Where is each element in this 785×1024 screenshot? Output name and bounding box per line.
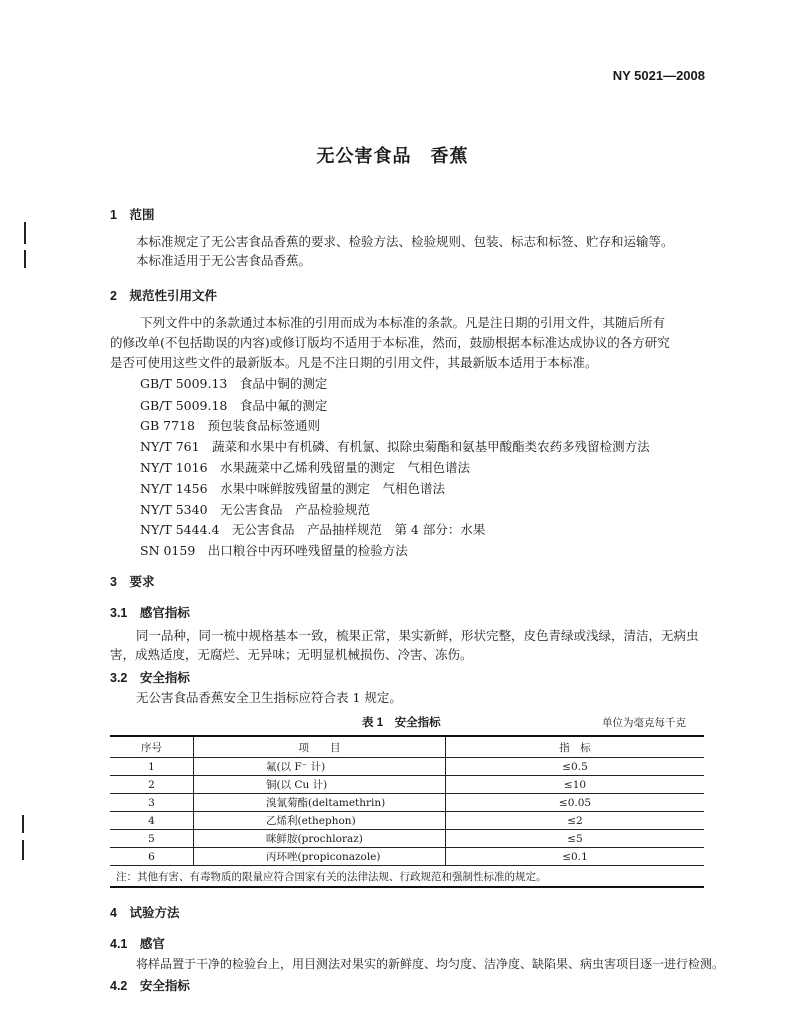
row-value: ≤2 bbox=[446, 812, 705, 830]
table-row bbox=[110, 794, 704, 812]
reference-item: NY/T 1016 水果蔬菜中乙烯利残留量的测定 气相色谱法 bbox=[140, 460, 471, 475]
section-4-1-heading: 4.1 感官 bbox=[110, 937, 165, 951]
row-no: 1 bbox=[110, 758, 194, 776]
section-4-2-heading: 4.2 安全指标 bbox=[110, 979, 190, 993]
reference-item: GB 7718 预包装食品标签通则 bbox=[140, 418, 320, 433]
section-3-heading: 3 要求 bbox=[110, 575, 155, 589]
table-row bbox=[110, 758, 704, 776]
reference-item: NY/T 761 蔬菜和水果中有机磷、有机氯、拟除虫菊酯和氨基甲酸酯类农药多残留检测方法 bbox=[140, 439, 650, 454]
section-1-paragraph-1: 本标准规定了无公害食品香蕉的要求、检验方法、检验规则、包装、标志和标签、贮存和运输等。 bbox=[136, 234, 674, 249]
header-no: 序号 bbox=[110, 736, 194, 758]
safety-indicator-table bbox=[110, 735, 704, 888]
row-item: 溴氰菊酯(deltamethrin) bbox=[194, 794, 446, 812]
table-note: 注：其他有害、有毒物质的限量应符合国家有关的法律法规、行政规范和强制性标准的规定。 bbox=[110, 866, 704, 888]
reference-item: GB/T 5009.13 食品中铜的测定 bbox=[140, 376, 328, 391]
row-no: 4 bbox=[110, 812, 194, 830]
section-3-2-text: 无公害食品香蕉安全卫生指标应符合表 1 规定。 bbox=[136, 690, 402, 705]
table-note-row bbox=[110, 866, 704, 888]
reference-item: GB/T 5009.18 食品中氟的测定 bbox=[140, 398, 328, 413]
reference-item: NY/T 5444.4 无公害食品 产品抽样规范 第 4 部分：水果 bbox=[140, 522, 486, 537]
section-1-paragraph-2: 本标准适用于无公害食品香蕉。 bbox=[136, 253, 312, 268]
section-4-1-text: 将样品置于干净的检验台上，用目测法对果实的新鲜度、均匀度、洁净度、缺陷果、病虫害项目逐一进行检测。 bbox=[136, 957, 725, 971]
scan-mark bbox=[24, 250, 26, 268]
table-row bbox=[110, 812, 704, 830]
row-item: 咪鲜胺(prochloraz) bbox=[194, 830, 446, 848]
header-indicator: 指 标 bbox=[446, 736, 705, 758]
section-2-intro-line-3: 是否可使用这些文件的最新版本。凡是不注日期的引用文件，其最新版本适用于本标准。 bbox=[110, 355, 598, 370]
scan-mark bbox=[22, 815, 24, 833]
section-3-2-heading: 3.2 安全指标 bbox=[110, 671, 190, 685]
row-value: ≤0.1 bbox=[446, 848, 705, 866]
table-caption: 表 1 安全指标 bbox=[362, 717, 441, 729]
reference-item: NY/T 5340 无公害食品 产品检验规范 bbox=[140, 502, 371, 517]
row-no: 3 bbox=[110, 794, 194, 812]
section-1-heading: 1 范围 bbox=[110, 208, 155, 222]
table-row bbox=[110, 776, 704, 794]
row-value: ≤0.05 bbox=[446, 794, 705, 812]
row-no: 5 bbox=[110, 830, 194, 848]
reference-item: SN 0159 出口粮谷中丙环唑残留量的检验方法 bbox=[140, 543, 408, 558]
document-title: 无公害食品 香蕉 bbox=[316, 146, 469, 167]
row-value: ≤5 bbox=[446, 830, 705, 848]
row-no: 6 bbox=[110, 848, 194, 866]
row-no: 2 bbox=[110, 776, 194, 794]
scan-mark bbox=[24, 222, 26, 244]
row-value: ≤0.5 bbox=[446, 758, 705, 776]
section-3-1-heading: 3.1 感官指标 bbox=[110, 606, 190, 620]
table-unit: 单位为毫克每千克 bbox=[602, 717, 686, 729]
table-row bbox=[110, 830, 704, 848]
table-row bbox=[110, 848, 704, 866]
section-4-heading: 4 试验方法 bbox=[110, 906, 180, 920]
row-item: 铜(以 Cu 计) bbox=[194, 776, 446, 794]
reference-item: NY/T 1456 水果中咪鲜胺残留量的测定 气相色谱法 bbox=[140, 481, 446, 496]
section-2-intro-line-1: 下列文件中的条款通过本标准的引用而成为本标准的条款。凡是注日期的引用文件，其随后所有 bbox=[140, 315, 666, 330]
row-value: ≤10 bbox=[446, 776, 705, 794]
scan-mark bbox=[22, 840, 24, 860]
section-2-heading: 2 规范性引用文件 bbox=[110, 289, 217, 303]
row-item: 丙环唑(propiconazole) bbox=[194, 848, 446, 866]
header-item: 项 目 bbox=[194, 736, 446, 758]
section-2-intro-line-2: 的修改单(不包括勘误的内容)或修订版均不适用于本标准，然而，鼓励根据本标准达成协议的各方研究 bbox=[110, 335, 670, 350]
section-3-1-line-1: 同一品种，同一梳中规格基本一致，梳果正常，果实新鲜，形状完整，皮色青绿或浅绿，清洁，无病虫 bbox=[136, 628, 699, 643]
section-3-1-line-2: 害，成熟适度，无腐烂、无异味；无明显机械损伤、冷害、冻伤。 bbox=[110, 647, 473, 662]
row-item: 氟(以 F⁻ 计) bbox=[194, 758, 446, 776]
row-item: 乙烯利(ethephon) bbox=[194, 812, 446, 830]
table-header-row bbox=[110, 736, 704, 758]
standard-number: NY 5021—2008 bbox=[612, 68, 705, 83]
